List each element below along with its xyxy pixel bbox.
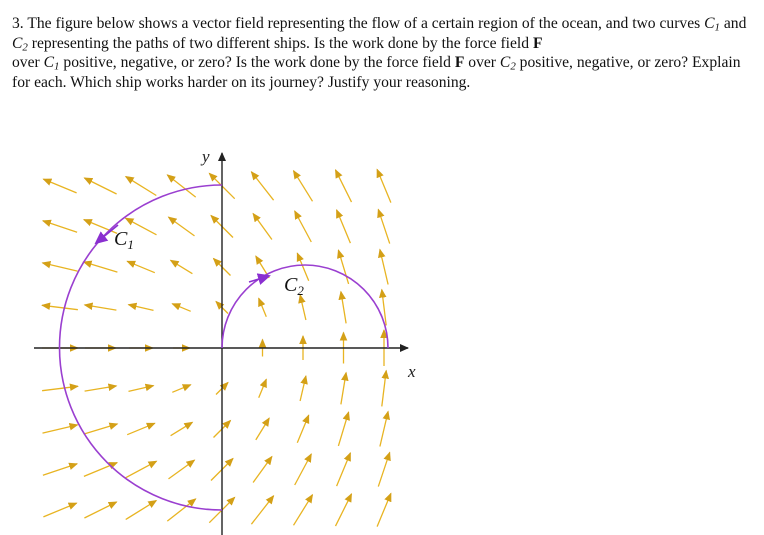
problem-text-3: positive, negative, or zero? Is the work done by the force field — [63, 54, 451, 72]
field-arrow — [300, 376, 306, 401]
field-arrow — [129, 386, 154, 392]
field-arrow — [43, 221, 77, 232]
field-arrow — [85, 386, 117, 391]
over-word: over — [12, 54, 40, 72]
field-arrow — [169, 217, 195, 236]
field-arrow — [336, 494, 352, 526]
field-arrow — [295, 211, 312, 242]
field-arrow — [84, 220, 117, 234]
over-word-2: over — [468, 54, 496, 72]
field-arrow — [294, 171, 313, 202]
x-axis-label: x — [408, 362, 416, 381]
field-arrow — [42, 386, 78, 390]
field-arrow — [297, 253, 308, 281]
field-arrow — [253, 214, 272, 240]
field-arrow — [337, 453, 351, 486]
problem-text-4: positive, negative, or zero? Explain for each. Which ship works harder on its journey? Justify your reasoning. — [12, 54, 741, 91]
field-arrow — [259, 298, 267, 316]
field-arrow — [43, 464, 77, 475]
field-arrow — [341, 373, 346, 405]
field-arrow — [380, 412, 388, 447]
curve-c1-symbol-2: $C_1$ — [43, 54, 60, 73]
field-arrow — [84, 463, 117, 477]
problem-text-2: representing the paths of two different ships. Is the work done by the force field — [31, 34, 530, 52]
field-arrow — [377, 493, 391, 526]
curve-c1-symbol: $C_1$ — [704, 15, 720, 34]
field-arrow — [43, 263, 78, 271]
field-arrow — [259, 379, 267, 397]
field-arrow — [84, 178, 116, 194]
field-arrow — [297, 415, 308, 443]
field-arrow — [126, 177, 157, 196]
field-arrow — [43, 425, 78, 433]
force-field-symbol: F — [532, 34, 543, 52]
curve-c2-symbol-2: $C_2$ — [499, 54, 516, 73]
field-arrow — [338, 250, 348, 284]
field-arrow — [378, 209, 389, 243]
curve-c2 — [222, 265, 388, 348]
field-arrow — [253, 457, 272, 483]
field-arrow — [85, 305, 117, 310]
field-arrow — [126, 218, 157, 235]
curve-c2-direction-arrow — [249, 276, 269, 282]
problem-text-1: The figure below shows a vector field representing the flow of a certain region of the ocean, and two curves — [27, 15, 701, 32]
field-arrow — [126, 461, 157, 478]
field-arrow — [84, 502, 116, 518]
field-arrow — [129, 305, 154, 311]
field-arrow — [127, 261, 155, 272]
field-arrow — [127, 423, 155, 434]
problem-number: 3. — [12, 15, 24, 32]
curve-c2-symbol: $C_2$ — [12, 34, 28, 54]
field-arrow — [84, 262, 118, 272]
field-arrow — [126, 501, 157, 520]
field-arrow — [42, 305, 78, 309]
field-arrow — [43, 179, 76, 193]
field-arrow — [84, 424, 118, 434]
curve-c1-label: $C_1$ — [114, 228, 134, 252]
field-arrow — [171, 260, 193, 273]
curve-c2-label: $C_2$ — [284, 274, 304, 298]
field-arrow — [295, 454, 312, 485]
field-arrow — [172, 304, 190, 312]
field-arrow — [169, 460, 195, 479]
field-arrow — [338, 412, 348, 446]
field-arrow — [380, 250, 388, 285]
field-arrow — [300, 295, 306, 320]
field-arrow — [251, 172, 273, 200]
field-arrow — [256, 418, 269, 440]
y-axis-label: y — [202, 147, 210, 166]
field-arrow — [341, 292, 346, 324]
field-arrow — [43, 503, 76, 517]
and-word: and — [723, 15, 747, 32]
field-arrow — [171, 422, 193, 435]
field-arrow — [382, 371, 386, 407]
field-arrow — [378, 452, 389, 486]
field-arrow — [294, 495, 313, 526]
force-field-symbol-2: F — [454, 54, 465, 72]
field-arrow — [337, 210, 351, 243]
field-arrow — [336, 170, 352, 202]
field-arrow — [377, 169, 391, 202]
field-arrow — [172, 385, 190, 393]
field-arrow — [251, 496, 273, 524]
